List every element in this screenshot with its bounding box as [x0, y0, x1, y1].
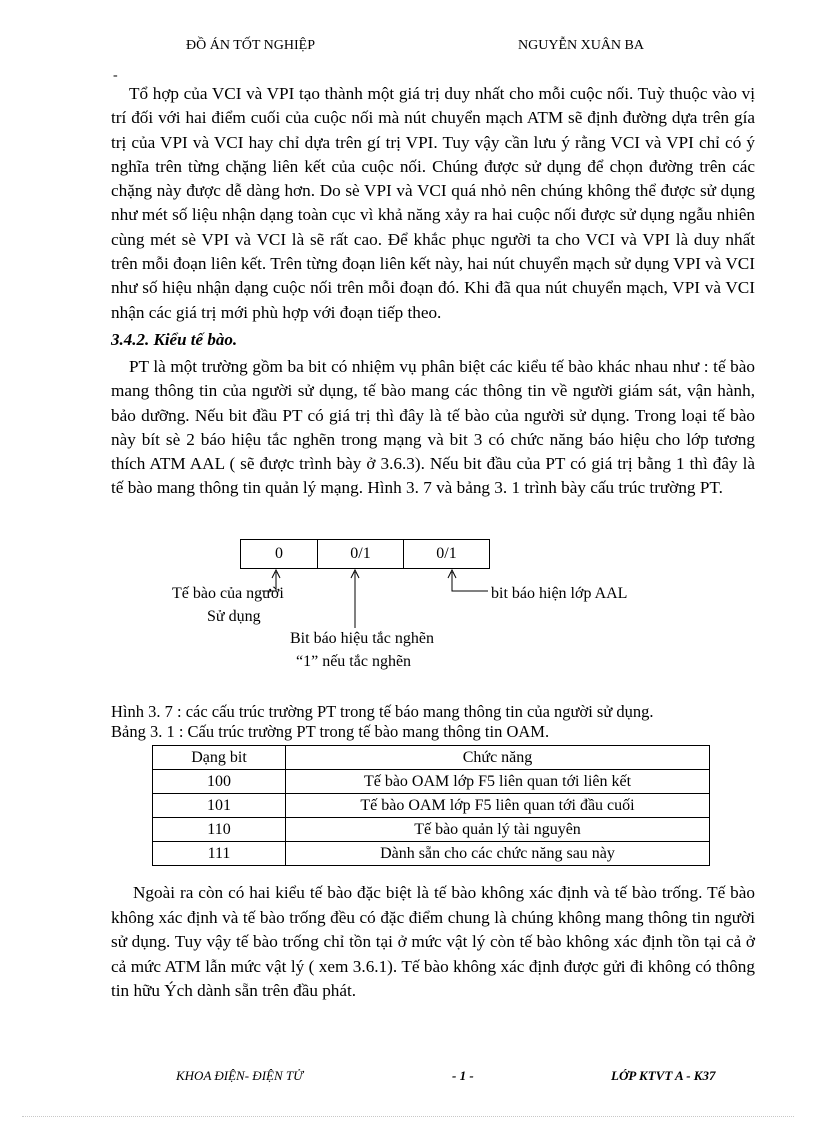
table-caption: Bảng 3. 1 : Cấu trúc trường PT trong tế bào mang thông tin OAM. [111, 722, 550, 741]
arrowhead-congestion [351, 570, 359, 578]
label-congestion-line1: Bit báo hiệu tắc nghẽn [290, 630, 434, 647]
section-title-cell-types: 3.4.2. Kiểu tế bào. [111, 330, 238, 349]
page-header [0, 38, 816, 60]
footer-faculty: KHOA ĐIỆN- ĐIỆN TỬ [176, 1068, 303, 1083]
arrowhead-user-cell [272, 570, 280, 578]
label-user-cell-line2: Sử dụng [207, 608, 261, 625]
page-bottom-divider [22, 1116, 794, 1117]
table-row [153, 794, 710, 818]
table-cell-function: Tế bào quản lý tài nguyên [286, 818, 710, 842]
header-project-title: ĐỒ ÁN TỐT NGHIỆP [186, 38, 315, 53]
table-header-bit-pattern: Dạng bit [153, 746, 286, 770]
table-cell-function: Tế bào OAM lớp F5 liên quan tới đầu cuối [286, 794, 710, 818]
paragraph-special-cells: Ngoài ra còn có hai kiểu tế bào đặc biệt là tế bào không xác định và tế bào trống. Tế bào không xác định và tế bào trống đều có đặc điểm chung là chúng không mang thông tin người sử dụng. Tuy vậy tế bào trống chỉ tồn tại ở mức vật lý còn tế bào không xác định tồn tại cả ở cả mức ATM lẫn mức vật lý ( xem 3.6.1). Tế bào không xác định được gửi đi không có thông tin hữu Ých dành sẵn trên đầu phát. [111, 883, 755, 1000]
oam-pt-table [152, 745, 710, 866]
label-user-cell-line1: Tế bào của người [172, 585, 284, 602]
pt-bit-3: 0/1 [436, 545, 457, 562]
table-row [153, 842, 710, 866]
pt-bit-2: 0/1 [318, 540, 404, 568]
table-header-row [153, 746, 710, 770]
figure-caption: Hình 3. 7 : các cấu trúc trường PT trong tế báo mang thông tin của người sử dụng. [111, 702, 654, 721]
label-congestion-line2: “1” nếu tắc nghẽn [296, 653, 412, 670]
pt-field-diagram [240, 539, 490, 569]
footer-page-number: - 1 - [452, 1068, 474, 1083]
table-row [153, 818, 710, 842]
pt-bit-1: 0 [241, 540, 318, 568]
table-cell-bits: 111 [153, 842, 286, 866]
page-footer [0, 1068, 816, 1088]
list-dash: - [113, 68, 118, 83]
arrow-aal [452, 572, 488, 591]
table-row [153, 770, 710, 794]
table-cell-function: Tế bào OAM lớp F5 liên quan tới liên kết [286, 770, 710, 794]
table-cell-bits: 110 [153, 818, 286, 842]
footer-class: LỚP KTVT A - K37 [611, 1068, 716, 1083]
paragraph-vci-vpi: Tổ hợp của VCI và VPI tạo thành một giá trị duy nhất cho mỗi cuộc nối. Tuỳ thuộc vào vị trí đối với hai điểm cuối của cuộc nối mà nút chuyển mạch ATM sẽ định đường dựa trên gía trị của VPI và VCI hay chỉ dựa trên gí trị VPI. Tuy vậy cần lưu ý rằng VCI và VPI chỉ có ý nghĩa trên từng chặng liên kết của cuộc nối. Chúng được sử dụng để chọn đường trên các chặng này được dễ dàng hơn. Do sè VPI và VCI quá nhỏ nên chúng không thể được sử dụng như mét số liệu nhận dạng toàn cục vì khả năng xảy ra hai cuộc nối được sử dụng ngẫu nhiên cùng mét sè VPI và VCI là sẽ rất cao. Để khắc phục người ta cho VCI và VPI là duy nhất trên mỗi đoạn liên kết. Trên từng đoạn liên kết này, hai nút chuyển mạch sử dụng VPI và VCI như số hiệu nhận dạng cuộc nối trên mỗi đoạn đó. Khi đã qua nút chuyển mạch, VPI và VCI nhận các giá trị mới phù hợp với đoạn tiếp theo. [111, 84, 755, 322]
table-cell-bits: 101 [153, 794, 286, 818]
table-cell-function: Dành sẵn cho các chức năng sau này [286, 842, 710, 866]
paragraph-pt-field: PT là một trường gồm ba bit có nhiệm vụ phân biệt các kiểu tế bào khác nhau như : tế bào mang thông tin của người sử dụng, tế bào mang các thông tin về người giám sát, vận hành, bảo dưỡng. Nếu bit đầu PT có giá trị thì đây là tế bào của người sử dụng. Trong loại tế bào này bít sè 2 báo hiệu tắc nghẽn trong mạng và bit 3 có chức năng báo hiệu cho lớp tương thích ATM AAL ( sẽ được trình bày ở 3.6.3). Nếu bit đầu của PT có giá trị bằng 1 thì đây là tế bào mang thông tin quản lý mạng. Hình 3. 7 và bảng 3. 1 trình bày cấu trúc trường PT. [111, 357, 755, 498]
table-header-function: Chức năng [286, 746, 710, 770]
arrowhead-aal [448, 570, 456, 578]
table-cell-bits: 100 [153, 770, 286, 794]
header-author-name: NGUYỄN XUÂN BA [518, 38, 644, 53]
label-aal-bit: bit báo hiện lớp AAL [491, 585, 628, 602]
